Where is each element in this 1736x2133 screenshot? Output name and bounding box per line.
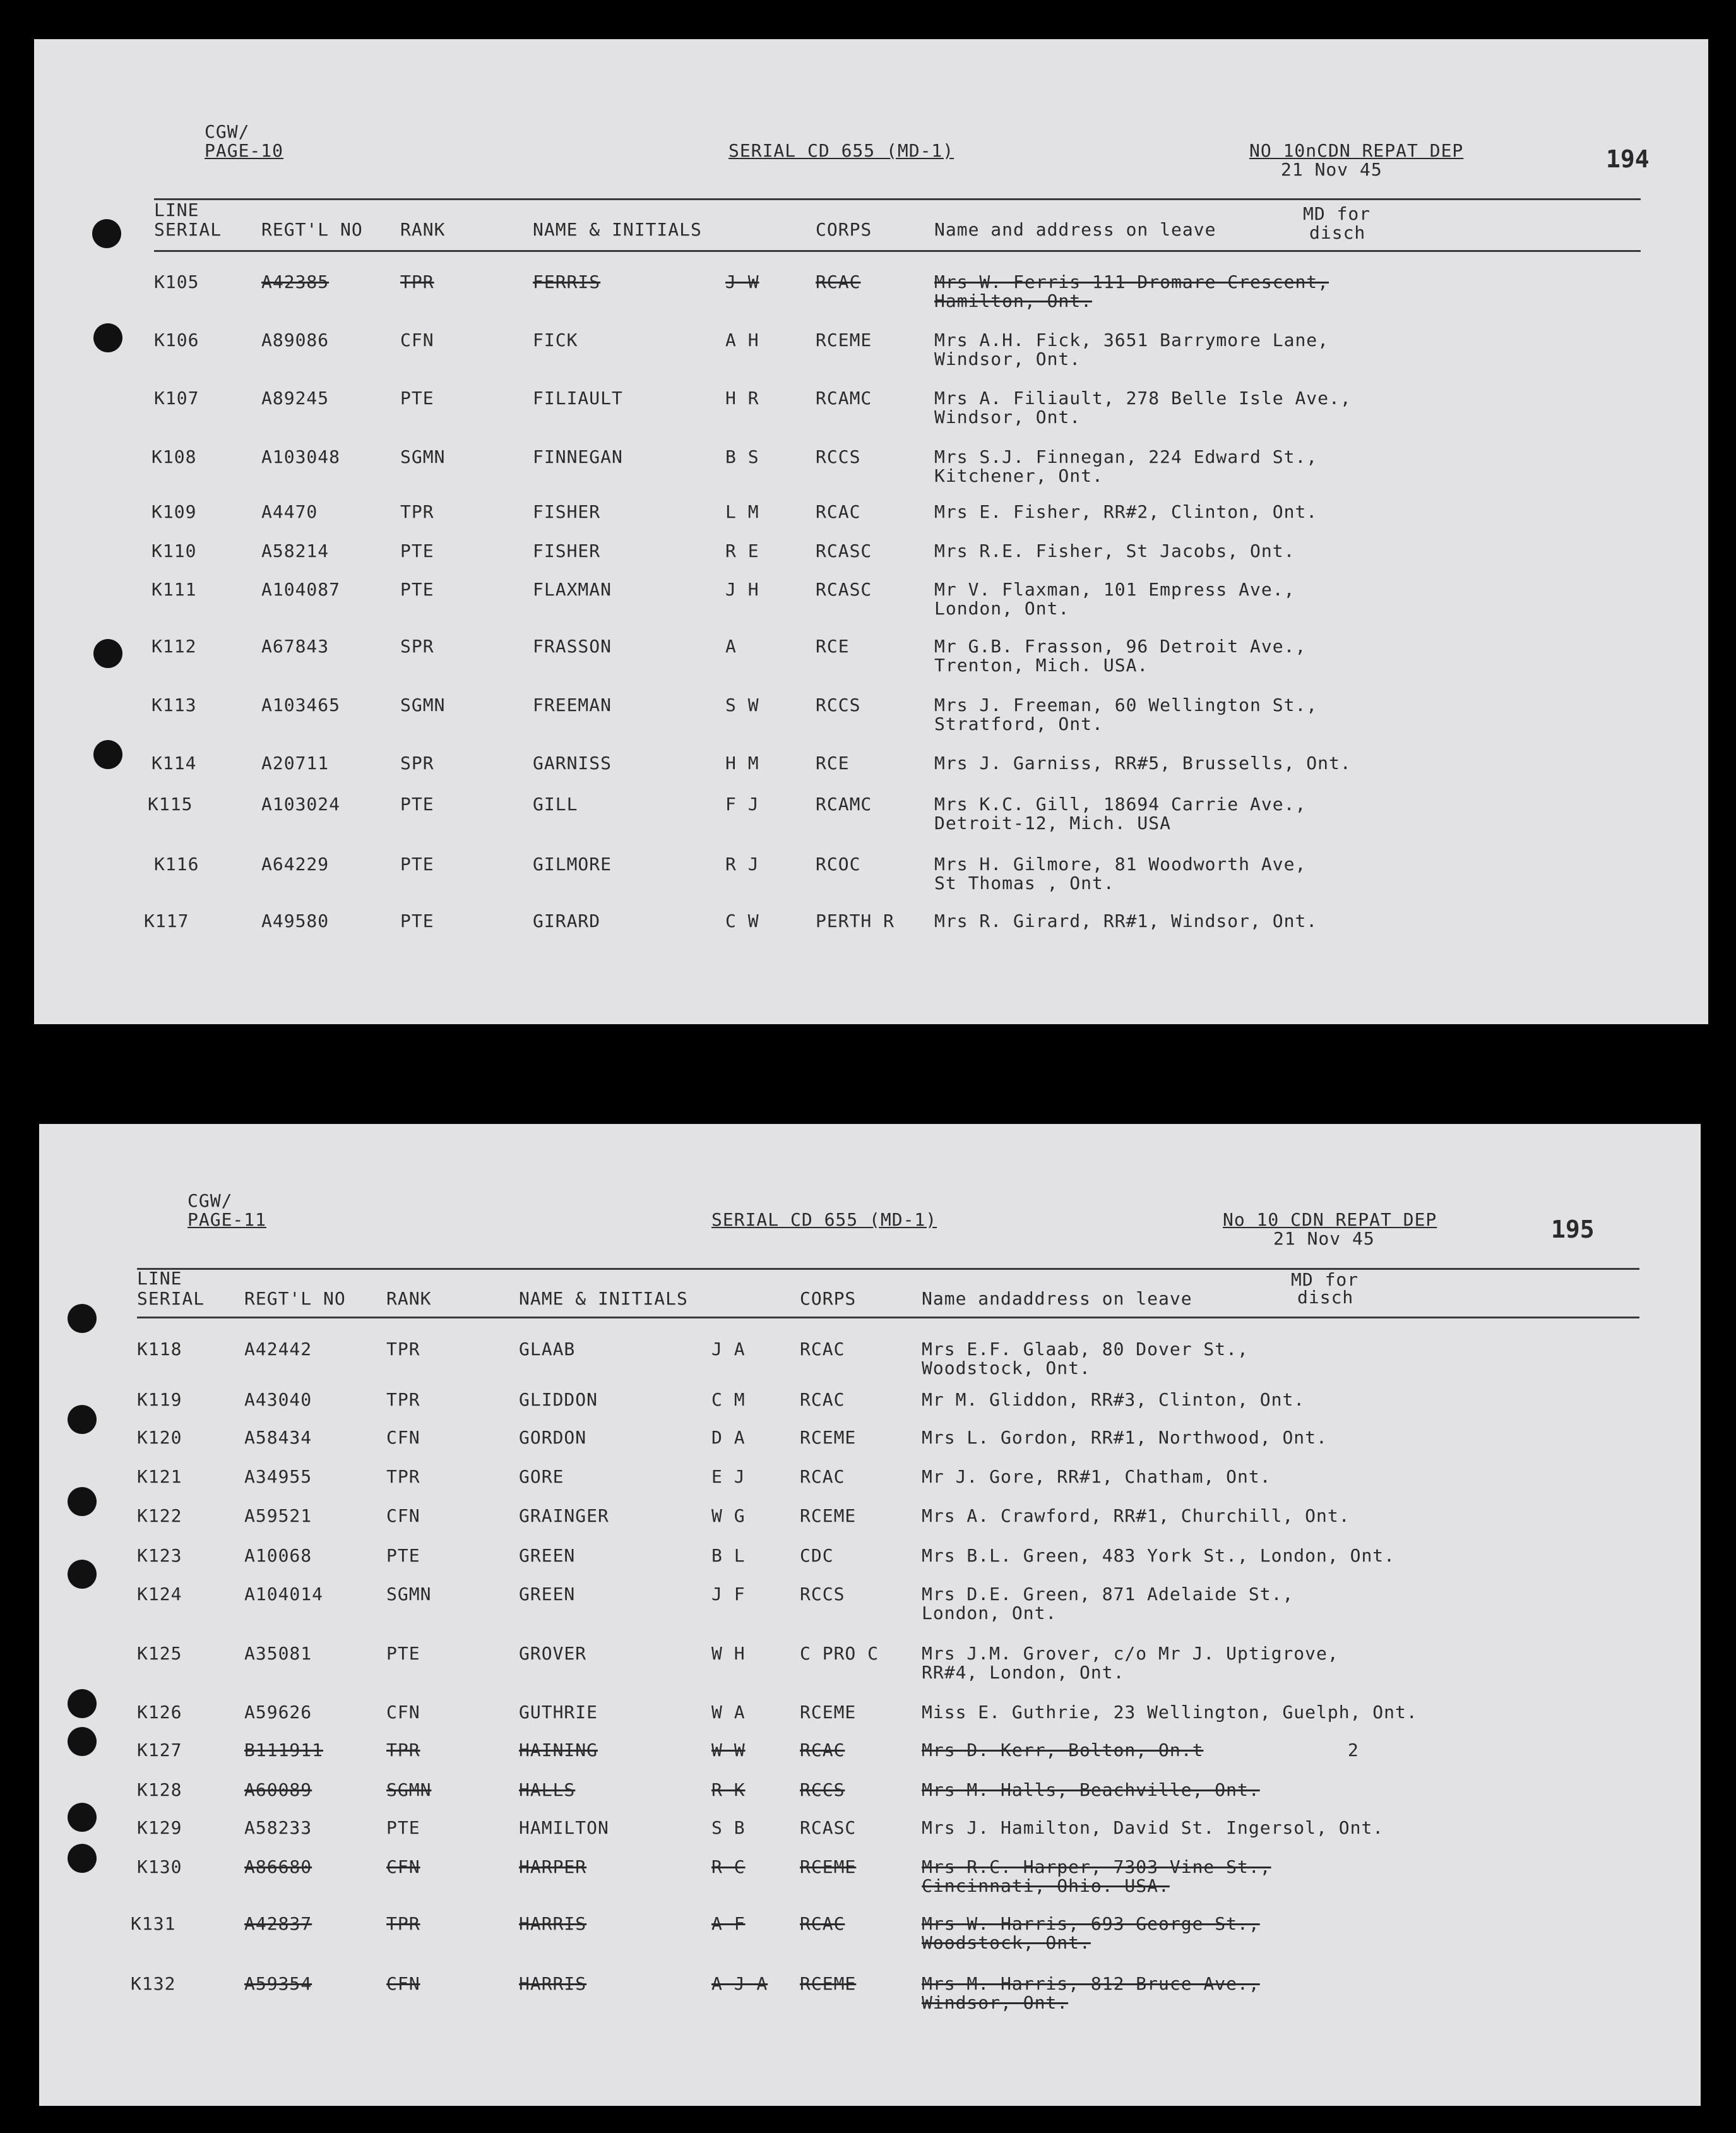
corps: RCAMC xyxy=(816,794,872,815)
surname: FISHER xyxy=(533,541,601,561)
corps: RCAC xyxy=(816,272,861,292)
initials: D A xyxy=(711,1427,746,1448)
punch-hole xyxy=(68,1689,97,1718)
punch-hole xyxy=(68,1487,97,1516)
record-sheet-page-10 xyxy=(34,39,1708,1024)
leave-address-line1: Mrs J. Garniss, RR#5, Brussells, Ont. xyxy=(934,753,1352,774)
punch-hole xyxy=(93,740,122,769)
initials: W W xyxy=(711,1740,746,1760)
line-serial: K129 xyxy=(137,1817,182,1838)
unit-name: NO 10nCDN REPAT DEP xyxy=(1249,140,1464,161)
rank: PTE xyxy=(400,579,434,600)
leave-address-line1: Mrs R.C. Harper, 7303 Vine St., xyxy=(922,1856,1271,1877)
column-header-disch: disch xyxy=(1309,222,1366,243)
initials: W A xyxy=(711,1702,746,1723)
leave-address-line1: Mrs A.H. Fick, 3651 Barrymore Lane, xyxy=(934,330,1329,350)
surname: GIRARD xyxy=(533,911,601,931)
punch-hole xyxy=(68,1844,97,1873)
column-header-name-initials: NAME & INITIALS xyxy=(533,219,702,240)
leave-address-line2: St Thomas , Ont. xyxy=(934,873,1115,893)
corps: RCASC xyxy=(816,579,872,600)
rank: CFN xyxy=(400,330,434,350)
regt-no: A59626 xyxy=(244,1702,312,1723)
corps: RCEME xyxy=(800,1856,857,1877)
regt-no: A58214 xyxy=(261,541,330,561)
punch-hole xyxy=(93,323,122,352)
leave-address-line1: Mr J. Gore, RR#1, Chatham, Ont. xyxy=(922,1466,1271,1487)
rank: PTE xyxy=(386,1643,420,1664)
column-header-rank: RANK xyxy=(386,1288,432,1309)
regt-no: A89086 xyxy=(261,330,330,350)
file-code: CGW/ xyxy=(205,121,250,142)
leave-address-line1: Mrs D. Kerr, Bolton, On.t xyxy=(922,1740,1204,1760)
initials: W G xyxy=(711,1505,746,1526)
leave-address-line2: Windsor, Ont. xyxy=(922,1992,1069,2013)
initials: C W xyxy=(725,911,759,931)
leave-address-line1: Mrs K.C. Gill, 18694 Carrie Ave., xyxy=(934,794,1307,815)
surname: FICK xyxy=(533,330,578,350)
leave-address-line1: Mrs R.E. Fisher, St Jacobs, Ont. xyxy=(934,541,1295,561)
regt-no: A103024 xyxy=(261,794,341,815)
corps: RCEME xyxy=(800,1427,857,1448)
serial-title: SERIAL CD 655 (MD-1) xyxy=(728,140,954,161)
column-header-line: LINE xyxy=(137,1268,182,1289)
column-header-address: Name andaddress on leave xyxy=(922,1288,1192,1309)
surname: GORDON xyxy=(519,1427,587,1448)
corps: RCEME xyxy=(800,1702,857,1723)
page-number: 194 xyxy=(1606,145,1650,173)
corps: RCCS xyxy=(800,1584,845,1604)
rank: CFN xyxy=(386,1505,420,1526)
leave-address-line1: Mrs A. Crawford, RR#1, Churchill, Ont. xyxy=(922,1505,1350,1526)
rank: SGMN xyxy=(400,695,446,715)
leave-address-line2: Kitchener, Ont. xyxy=(934,465,1103,486)
surname: GORE xyxy=(519,1466,564,1487)
regt-no: A43040 xyxy=(244,1389,312,1410)
column-header-corps: CORPS xyxy=(800,1288,857,1309)
corps: RCAC xyxy=(800,1389,845,1410)
column-header-rank: RANK xyxy=(400,219,446,240)
line-serial: K117 xyxy=(144,911,189,931)
leave-address-line1: Mrs A. Filiault, 278 Belle Isle Ave., xyxy=(934,388,1352,409)
surname: GLIDDON xyxy=(519,1389,598,1410)
initials: B S xyxy=(725,446,759,467)
leave-address-line1: Mrs M. Halls, Beachville, Ont. xyxy=(922,1779,1260,1800)
header-bottom-rule xyxy=(137,1317,1639,1318)
rank: PTE xyxy=(386,1817,420,1838)
regt-no: A58434 xyxy=(244,1427,312,1448)
rank: TPR xyxy=(386,1339,420,1359)
leave-address-line1: Mr V. Flaxman, 101 Empress Ave., xyxy=(934,579,1295,600)
initials: R K xyxy=(711,1779,746,1800)
leave-address-line1: Mr G.B. Frasson, 96 Detroit Ave., xyxy=(934,636,1307,657)
punch-hole xyxy=(93,639,122,668)
regt-no: A42385 xyxy=(261,272,330,292)
line-serial: K128 xyxy=(137,1779,182,1800)
punch-hole xyxy=(92,219,121,248)
initials: H R xyxy=(725,388,759,409)
corps: RCE xyxy=(816,753,850,774)
leave-address-line1: Mrs W. Ferris 111 Dromare Crescent, xyxy=(934,272,1329,292)
rank: SGMN xyxy=(386,1584,432,1604)
surname: HARPER xyxy=(519,1856,587,1877)
punch-hole xyxy=(68,1405,97,1434)
rank: TPR xyxy=(386,1913,420,1934)
surname: HARRIS xyxy=(519,1973,587,1994)
corps: RCAC xyxy=(816,501,861,522)
serial-title: SERIAL CD 655 (MD-1) xyxy=(711,1209,937,1230)
leave-address-line2: Hamilton, Ont. xyxy=(934,290,1093,311)
initials: L M xyxy=(725,501,759,522)
surname: GILMORE xyxy=(533,854,612,875)
surname: HALLS xyxy=(519,1779,576,1800)
regt-no: A89245 xyxy=(261,388,330,409)
line-serial: K107 xyxy=(154,388,199,409)
line-serial: K122 xyxy=(137,1505,182,1526)
surname: GLAAB xyxy=(519,1339,576,1359)
initials: A J A xyxy=(711,1973,768,1994)
line-serial: K111 xyxy=(152,579,197,600)
column-header-name-initials: NAME & INITIALS xyxy=(519,1288,688,1309)
line-serial: K132 xyxy=(131,1973,176,1994)
leave-address-line1: Mr M. Gliddon, RR#3, Clinton, Ont. xyxy=(922,1389,1305,1410)
rank: PTE xyxy=(400,541,434,561)
surname: FILIAULT xyxy=(533,388,623,409)
leave-address-line1: Mrs H. Gilmore, 81 Woodworth Ave, xyxy=(934,854,1307,875)
punch-hole xyxy=(68,1304,97,1333)
regt-no: A42837 xyxy=(244,1913,312,1934)
rank: CFN xyxy=(386,1427,420,1448)
regt-no: A58233 xyxy=(244,1817,312,1838)
rank: PTE xyxy=(400,911,434,931)
line-serial: K116 xyxy=(154,854,199,875)
rank: TPR xyxy=(386,1466,420,1487)
md-for-disch: 2 xyxy=(1348,1740,1359,1760)
rank: TPR xyxy=(386,1740,420,1760)
leave-address-line2: RR#4, London, Ont. xyxy=(922,1662,1125,1683)
surname: FISHER xyxy=(533,501,601,522)
column-header-regt-no: REGT'L NO xyxy=(244,1288,346,1309)
leave-address-line2: Windsor, Ont. xyxy=(934,407,1081,427)
corps: RCASC xyxy=(816,541,872,561)
surname: GRAINGER xyxy=(519,1505,609,1526)
leave-address-line1: Miss E. Guthrie, 23 Wellington, Guelph, Ont. xyxy=(922,1702,1418,1723)
rank: PTE xyxy=(400,388,434,409)
column-header-corps: CORPS xyxy=(816,219,872,240)
rank: PTE xyxy=(400,854,434,875)
surname: FRASSON xyxy=(533,636,612,657)
surname: HAMILTON xyxy=(519,1817,609,1838)
corps: RCAC xyxy=(800,1740,845,1760)
line-serial: K125 xyxy=(137,1643,182,1664)
rank: TPR xyxy=(386,1389,420,1410)
regt-no: B111911 xyxy=(244,1740,324,1760)
regt-no: A104014 xyxy=(244,1584,324,1604)
surname: GREEN xyxy=(519,1545,576,1566)
line-serial: K108 xyxy=(152,446,197,467)
leave-address-line2: London, Ont. xyxy=(934,598,1070,619)
surname: FREEMAN xyxy=(533,695,612,715)
column-header-md-for: MD for xyxy=(1291,1269,1359,1290)
line-serial: K118 xyxy=(137,1339,182,1359)
line-serial: K123 xyxy=(137,1545,182,1566)
file-code: CGW/ xyxy=(187,1190,233,1211)
column-header-regt-no: REGT'L NO xyxy=(261,219,363,240)
regt-no: A103048 xyxy=(261,446,341,467)
line-serial: K113 xyxy=(152,695,197,715)
column-header-serial: SERIAL xyxy=(154,219,222,240)
line-serial: K114 xyxy=(152,753,197,774)
corps: RCAC xyxy=(800,1466,845,1487)
page-label: PAGE-11 xyxy=(187,1209,267,1230)
initials: C M xyxy=(711,1389,746,1410)
initials: J A xyxy=(711,1339,746,1359)
initials: J F xyxy=(711,1584,746,1604)
initials: H M xyxy=(725,753,759,774)
regt-no: A42442 xyxy=(244,1339,312,1359)
initials: J H xyxy=(725,579,759,600)
surname: GREEN xyxy=(519,1584,576,1604)
leave-address-line2: Windsor, Ont. xyxy=(934,349,1081,369)
regt-no: A49580 xyxy=(261,911,330,931)
punch-hole xyxy=(68,1727,97,1756)
regt-no: A104087 xyxy=(261,579,341,600)
corps: RCAMC xyxy=(816,388,872,409)
corps: PERTH R xyxy=(816,911,895,931)
line-serial: K119 xyxy=(137,1389,182,1410)
column-header-md-for: MD for xyxy=(1303,203,1371,224)
surname: FLAXMAN xyxy=(533,579,612,600)
header-bottom-rule xyxy=(154,250,1641,252)
rank: PTE xyxy=(386,1545,420,1566)
line-serial: K127 xyxy=(137,1740,182,1760)
initials: S B xyxy=(711,1817,746,1838)
initials: R J xyxy=(725,854,759,875)
rank: SPR xyxy=(400,753,434,774)
surname: GROVER xyxy=(519,1643,587,1664)
regt-no: A34955 xyxy=(244,1466,312,1487)
column-header-line: LINE xyxy=(154,200,199,220)
regt-no: A60089 xyxy=(244,1779,312,1800)
column-header-serial: SERIAL xyxy=(137,1288,205,1309)
surname: FERRIS xyxy=(533,272,601,292)
line-serial: K106 xyxy=(154,330,199,350)
surname: HAINING xyxy=(519,1740,598,1760)
leave-address-line2: Trenton, Mich. USA. xyxy=(934,655,1149,676)
leave-address-line1: Mrs J. Freeman, 60 Wellington St., xyxy=(934,695,1318,715)
leave-address-line2: Stratford, Ont. xyxy=(934,714,1103,734)
leave-address-line1: Mrs J. Hamilton, David St. Ingersol, Ont. xyxy=(922,1817,1384,1838)
initials: F J xyxy=(725,794,759,815)
regt-no: A20711 xyxy=(261,753,330,774)
corps: C PRO C xyxy=(800,1643,879,1664)
corps: RCCS xyxy=(800,1779,845,1800)
regt-no: A35081 xyxy=(244,1643,312,1664)
sheet-date: 21 Nov 45 xyxy=(1281,159,1382,180)
regt-no: A4470 xyxy=(261,501,318,522)
corps: RCEME xyxy=(800,1973,857,1994)
line-serial: K121 xyxy=(137,1466,182,1487)
rank: SPR xyxy=(400,636,434,657)
regt-no: A59354 xyxy=(244,1973,312,1994)
corps: RCCS xyxy=(816,446,861,467)
header-top-rule xyxy=(154,198,1641,200)
corps: RCAC xyxy=(800,1339,845,1359)
sheet-date: 21 Nov 45 xyxy=(1273,1228,1375,1249)
surname: HARRIS xyxy=(519,1913,587,1934)
leave-address-line2: Cincinnati, Ohio. USA. xyxy=(922,1875,1170,1896)
rank: PTE xyxy=(400,794,434,815)
surname: FINNEGAN xyxy=(533,446,623,467)
corps: RCEME xyxy=(800,1505,857,1526)
rank: SGMN xyxy=(400,446,446,467)
initials: A H xyxy=(725,330,759,350)
leave-address-line1: Mrs S.J. Finnegan, 224 Edward St., xyxy=(934,446,1318,467)
corps: RCAC xyxy=(800,1913,845,1934)
column-header-address: Name and address on leave xyxy=(934,219,1216,240)
leave-address-line2: London, Ont. xyxy=(922,1603,1057,1623)
leave-address-line1: Mrs E. Fisher, RR#2, Clinton, Ont. xyxy=(934,501,1318,522)
line-serial: K109 xyxy=(152,501,197,522)
leave-address-line1: Mrs B.L. Green, 483 York St., London, Ont. xyxy=(922,1545,1396,1566)
rank: CFN xyxy=(386,1702,420,1723)
page-number: 195 xyxy=(1551,1216,1595,1243)
initials: R C xyxy=(711,1856,746,1877)
line-serial: K126 xyxy=(137,1702,182,1723)
rank: SGMN xyxy=(386,1779,432,1800)
regt-no: A86680 xyxy=(244,1856,312,1877)
leave-address-line1: Mrs J.M. Grover, c/o Mr J. Uptigrove, xyxy=(922,1643,1339,1664)
line-serial: K105 xyxy=(154,272,199,292)
page-label: PAGE-10 xyxy=(205,140,284,161)
corps: RCCS xyxy=(816,695,861,715)
line-serial: K130 xyxy=(137,1856,182,1877)
corps: RCEME xyxy=(816,330,872,350)
rank: CFN xyxy=(386,1973,420,1994)
line-serial: K115 xyxy=(148,794,193,815)
leave-address-line2: Woodstock, Ont. xyxy=(922,1358,1091,1378)
leave-address-line2: Woodstock, Ont. xyxy=(922,1932,1091,1953)
corps: RCASC xyxy=(800,1817,857,1838)
leave-address-line1: Mrs M. Harris, 812 Bruce Ave., xyxy=(922,1973,1260,1994)
corps: RCOC xyxy=(816,854,861,875)
line-serial: K112 xyxy=(152,636,197,657)
rank: TPR xyxy=(400,501,434,522)
initials: A F xyxy=(711,1913,746,1934)
leave-address-line1: Mrs D.E. Green, 871 Adelaide St., xyxy=(922,1584,1294,1604)
line-serial: K131 xyxy=(131,1913,176,1934)
initials: J W xyxy=(725,272,759,292)
leave-address-line1: Mrs L. Gordon, RR#1, Northwood, Ont. xyxy=(922,1427,1328,1448)
line-serial: K124 xyxy=(137,1584,182,1604)
initials: W H xyxy=(711,1643,746,1664)
initials: B L xyxy=(711,1545,746,1566)
surname: GUTHRIE xyxy=(519,1702,598,1723)
punch-hole xyxy=(68,1803,97,1832)
corps: CDC xyxy=(800,1545,834,1566)
surname: GARNISS xyxy=(533,753,612,774)
column-header-disch: disch xyxy=(1297,1287,1354,1308)
rank: TPR xyxy=(400,272,434,292)
line-serial: K120 xyxy=(137,1427,182,1448)
leave-address-line1: Mrs R. Girard, RR#1, Windsor, Ont. xyxy=(934,911,1318,931)
line-serial: K110 xyxy=(152,541,197,561)
initials: R E xyxy=(725,541,759,561)
regt-no: A10068 xyxy=(244,1545,312,1566)
initials: A xyxy=(725,636,737,657)
leave-address-line1: Mrs W. Harris, 693 George St., xyxy=(922,1913,1260,1934)
regt-no: A64229 xyxy=(261,854,330,875)
rank: CFN xyxy=(386,1856,420,1877)
initials: E J xyxy=(711,1466,746,1487)
regt-no: A67843 xyxy=(261,636,330,657)
record-sheet-page-11 xyxy=(39,1124,1701,2106)
leave-address-line1: Mrs E.F. Glaab, 80 Dover St., xyxy=(922,1339,1249,1359)
unit-name: No 10 CDN REPAT DEP xyxy=(1223,1209,1437,1230)
corps: RCE xyxy=(816,636,850,657)
header-top-rule xyxy=(137,1268,1639,1270)
regt-no: A103465 xyxy=(261,695,341,715)
punch-hole xyxy=(68,1560,97,1589)
regt-no: A59521 xyxy=(244,1505,312,1526)
surname: GILL xyxy=(533,794,578,815)
leave-address-line2: Detroit-12, Mich. USA xyxy=(934,813,1172,833)
initials: S W xyxy=(725,695,759,715)
